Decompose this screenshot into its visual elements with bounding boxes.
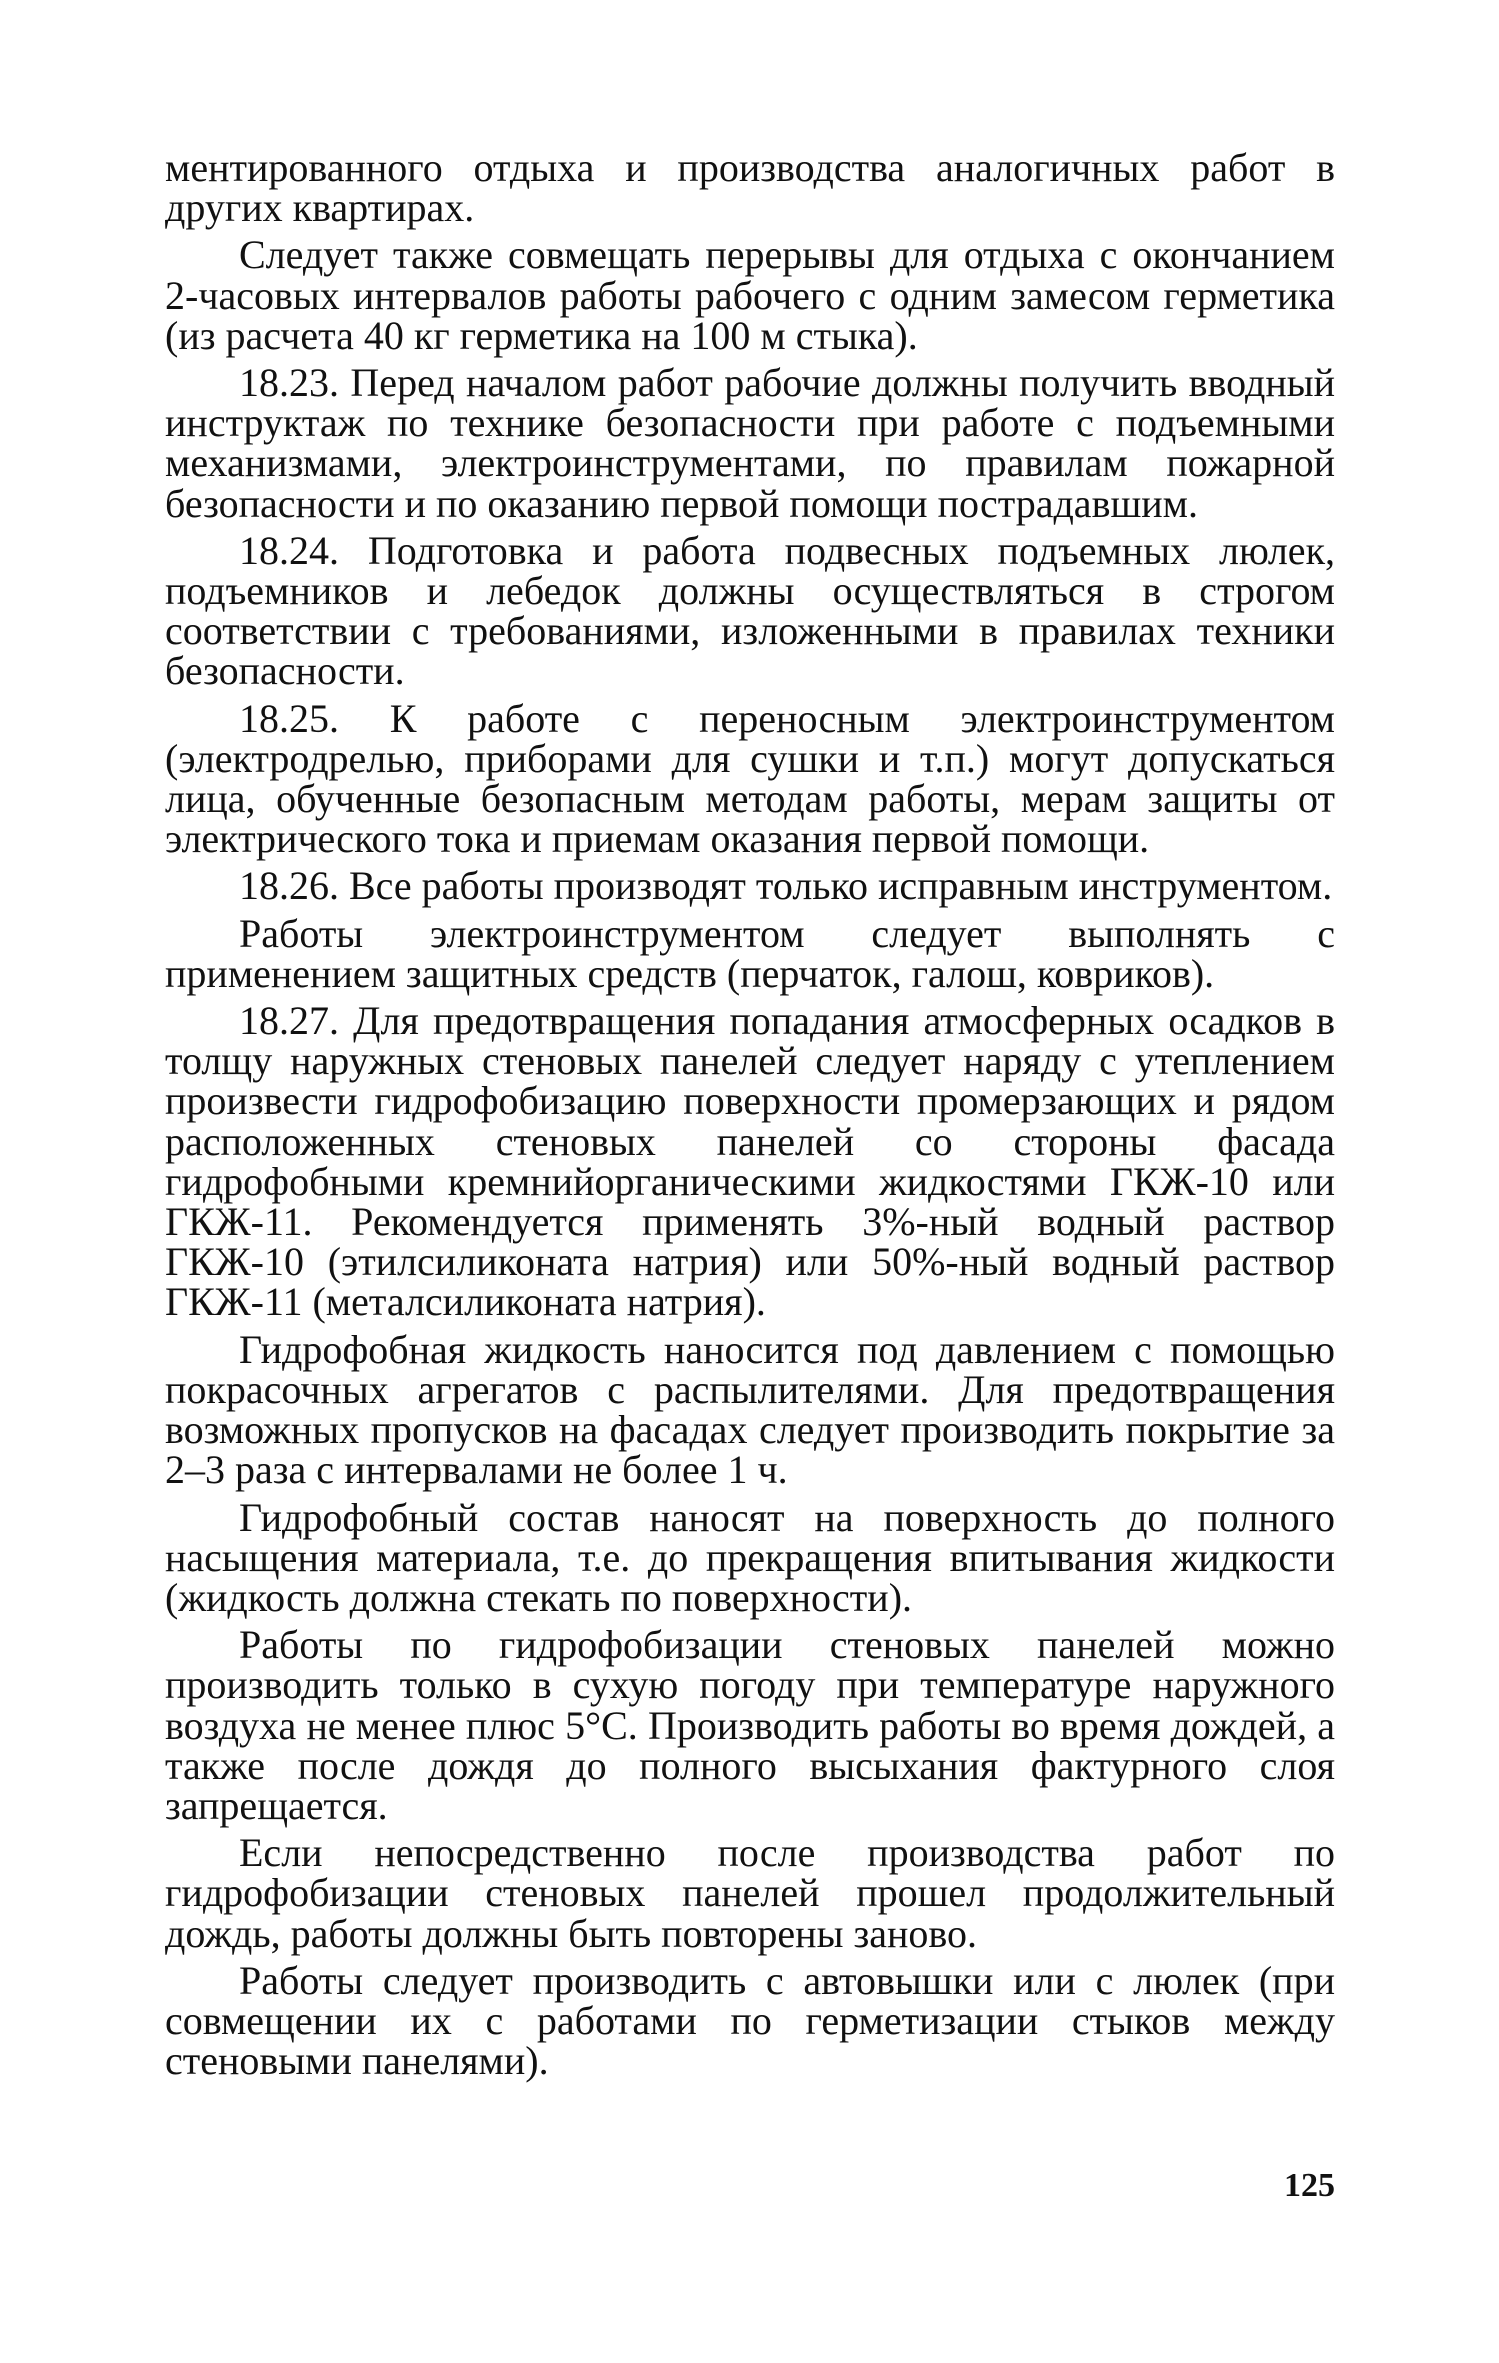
clause-text: Перед началом работ рабочие должны получить вводный инструктаж по технике безопасности при работе с подъемными механизмами, электроинструментами, по правилам пожарной безопасности и по оказанию первой помощи пострадавшим. <box>165 360 1336 526</box>
paragraph-continuation: ментированного отдыха и производства аналогичных работ в других квартирах. <box>165 145 1335 231</box>
clause-number: 18.25. <box>239 695 339 741</box>
clause-18-23 <box>165 360 1336 526</box>
clause-18-25 <box>165 695 1335 862</box>
clause-number: 18.23. <box>239 360 339 406</box>
paragraph-saturation: Гидрофобный состав наносят на поверхность до полного насыщения материала, т.е. до прекращения впитывания жидкости (жидкость должна стекать по поверхности). <box>165 1494 1335 1620</box>
paragraph-rain-repeat: Если непосредственно после производства работ по гидрофобизации стеновых панелей прошел продолжительный дождь, работы должны быть повторены заново. <box>165 1830 1335 1956</box>
body-text <box>165 145 1336 2088</box>
clause-number: 18.24. <box>239 527 339 573</box>
page-number: 125 <box>1284 2167 1335 2204</box>
clause-number: 18.26. <box>239 863 339 909</box>
clause-text: Все работы производят только исправным инструментом. <box>349 863 1333 909</box>
paragraph-application-method: Гидрофобная жидкость наносится под давлением с помощью покрасочных агрегатов с распылителями. Для предотвращения возможных пропусков на фасадах следует производить покрытие за 2–3 раза с интервалами не более 1 ч. <box>165 1326 1335 1493</box>
clause-text: Для предотвращения попадания атмосферных осадков в толщу наружных стеновых панелей следует наряду с утеплением произвести гидрофобизацию поверхности промерзающих и рядом расположенных стеновых панелей со стороны фасада гидрофобными кремнийорганическими жидкостями ГКЖ-10 или ГКЖ-11. Рекомендуется применять 3%-ный водный раствор ГКЖ-10 (этилсиликоната натрия) или 50%-ный водный раствор ГКЖ-11 (металсиликоната натрия). <box>165 998 1336 1325</box>
paragraph-equipment: Работы следует производить с автовышки или с люлек (при совмещении их с работами по герметизации стыков между стеновыми панелями). <box>165 1957 1335 2084</box>
clause-text: К работе с переносным электроинструментом (электродрелью, приборами для сушки и т.п.) могут допускаться лица, обученные безопасным методам работы, мерам защиты от электрического тока и приемам оказания первой помощи. <box>165 695 1335 862</box>
clause-18-26 <box>165 863 1335 909</box>
clause-18-24 <box>165 527 1335 694</box>
paragraph-weather-conditions: Работы по гидрофобизации стеновых панелей можно производить только в сухую погоду при температуре наружного воздуха не менее плюс 5°С. Производить работы во время дождей, а также после дождя до полного высыхания фактурного слоя запрещается. <box>165 1622 1335 1828</box>
clause-18-27 <box>165 998 1336 1325</box>
paragraph-breaks-advice: Следует также совмещать перерывы для отдыха с окончанием 2-часовых интервалов работы рабочего с одним замесом герметика (из расчета 40 кг герметика на 100 м стыка). <box>165 232 1335 358</box>
clause-number: 18.27. <box>239 998 339 1044</box>
clause-text: Подготовка и работа подвесных подъемных люлек, подъемников и лебедок должны осуществляться в строгом соответствии с требованиями, изложенными в правилах техники безопасности. <box>165 527 1335 694</box>
paragraph-protective-means: Работы электроинструментом следует выполнять с применением защитных средств (перчаток, галош, ковриков). <box>165 910 1335 996</box>
